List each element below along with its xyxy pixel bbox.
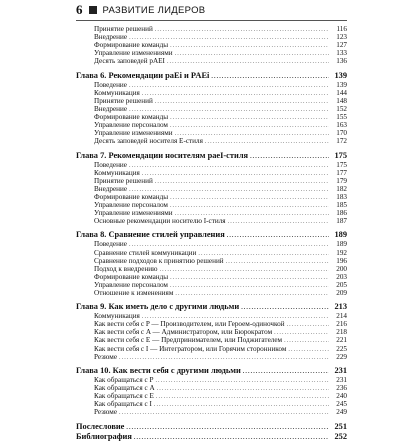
toc-page-number: 187 bbox=[336, 216, 347, 225]
toc-entry[interactable] bbox=[76, 408, 347, 416]
toc-page-number: 225 bbox=[336, 344, 347, 353]
dot-leader bbox=[288, 346, 329, 354]
dot-leader bbox=[155, 98, 329, 106]
toc-entry-title: Глава 7. Рекомендации носителям paeI-стиля bbox=[76, 150, 249, 160]
toc-entry[interactable] bbox=[76, 336, 347, 344]
dot-leader bbox=[119, 409, 329, 417]
toc-entry-title: Формирование команды bbox=[94, 272, 169, 281]
toc-entry[interactable] bbox=[76, 33, 347, 41]
toc-entry-title: Глава 10. Как вести себя с другими людьми bbox=[76, 366, 241, 376]
toc-page-number: 192 bbox=[336, 248, 347, 257]
dot-leader bbox=[129, 82, 329, 90]
toc-entry[interactable] bbox=[76, 209, 347, 217]
toc-entry-title: Сравнение стилей коммуникации bbox=[94, 248, 197, 257]
toc-entry[interactable] bbox=[76, 289, 347, 297]
toc-page-number: 175 bbox=[336, 160, 347, 169]
toc-entry-title: Коммуникация bbox=[94, 312, 140, 321]
dot-leader bbox=[175, 50, 329, 58]
toc-entry-title: Подход к внедрению bbox=[94, 264, 158, 273]
toc-entry[interactable] bbox=[76, 169, 347, 177]
toc-page-number: 231 bbox=[334, 366, 347, 376]
dot-leader bbox=[154, 401, 329, 409]
toc-entry-title: Внедрение bbox=[94, 104, 128, 113]
dot-leader bbox=[155, 377, 329, 385]
table-of-contents bbox=[76, 25, 347, 442]
toc-page-number: 170 bbox=[336, 129, 347, 138]
toc-page-number: 189 bbox=[336, 240, 347, 249]
toc-entry-title: Библиография bbox=[76, 431, 132, 441]
toc-page-number: 213 bbox=[334, 302, 347, 312]
toc-page-number: 136 bbox=[336, 57, 347, 66]
dot-leader bbox=[175, 290, 329, 298]
toc-entry[interactable] bbox=[76, 25, 347, 33]
toc-page-number: 189 bbox=[334, 230, 347, 240]
toc-page-number: 196 bbox=[336, 256, 347, 265]
toc-entry-title: Резюме bbox=[94, 352, 118, 361]
toc-entry-title: Глава 6. Рекомендации paEi и PAEi bbox=[76, 70, 210, 80]
toc-entry-title: Внедрение bbox=[94, 33, 128, 42]
toc-entry-title: Формирование команды bbox=[94, 41, 169, 50]
toc-page-number: 240 bbox=[336, 392, 347, 401]
toc-page-number: 172 bbox=[336, 137, 347, 146]
toc-entry-title: Как обращаться с E bbox=[94, 392, 154, 401]
toc-entry[interactable] bbox=[76, 257, 347, 265]
page-header bbox=[76, 3, 366, 17]
toc-page-number: 183 bbox=[336, 192, 347, 201]
toc-entry-title: Поведение bbox=[94, 240, 127, 249]
toc-page-number: 185 bbox=[336, 200, 347, 209]
dot-leader bbox=[228, 218, 329, 226]
toc-entry[interactable] bbox=[76, 177, 347, 185]
dot-leader bbox=[241, 303, 329, 313]
toc-page-number: 175 bbox=[334, 150, 347, 160]
dot-leader bbox=[250, 152, 329, 162]
dot-leader bbox=[142, 170, 329, 178]
toc-page-number: 209 bbox=[336, 288, 347, 297]
toc-entry-title: Глава 8. Сравнение стилей управления bbox=[76, 230, 225, 240]
toc-entry-title: Управление изменениями bbox=[94, 49, 173, 58]
running-title: РАЗВИТИЕ ЛИДЕРОВ bbox=[102, 4, 206, 16]
toc-page-number: 148 bbox=[336, 96, 347, 105]
toc-chapter[interactable] bbox=[76, 422, 347, 432]
toc-entry-title: Основные рекомендации носителю I-стиля bbox=[94, 216, 226, 225]
page-number: 6 bbox=[76, 2, 83, 17]
toc-entry-title: Поведение bbox=[94, 160, 127, 169]
dot-leader bbox=[156, 393, 329, 401]
toc-entry[interactable] bbox=[76, 217, 347, 225]
toc-entry[interactable] bbox=[76, 265, 347, 273]
toc-page-number: 205 bbox=[336, 280, 347, 289]
toc-entry-title: Послесловие bbox=[76, 421, 125, 431]
toc-entry[interactable] bbox=[76, 201, 347, 209]
toc-entry-title: Десять заповедей носителя E-стиля bbox=[94, 137, 203, 146]
toc-page-number: 133 bbox=[336, 49, 347, 58]
toc-entry[interactable] bbox=[76, 353, 347, 361]
toc-page-number: 139 bbox=[334, 70, 347, 80]
toc-entry[interactable] bbox=[76, 113, 347, 121]
toc-entry[interactable] bbox=[76, 273, 347, 281]
dot-leader bbox=[170, 114, 329, 122]
toc-entry-title: Как вести себя с A — Администратором, или Бюрократом bbox=[94, 328, 273, 337]
toc-page-number: 203 bbox=[336, 272, 347, 281]
toc-chapter[interactable] bbox=[76, 230, 347, 240]
toc-page-number: 155 bbox=[336, 112, 347, 121]
toc-entry-title: Управление персоналом bbox=[94, 200, 168, 209]
toc-entry[interactable] bbox=[76, 320, 347, 328]
toc-entry-title: Коммуникация bbox=[94, 88, 140, 97]
dot-leader bbox=[170, 202, 329, 210]
toc-entry[interactable] bbox=[76, 345, 347, 353]
toc-chapter[interactable] bbox=[76, 151, 347, 161]
toc-entry[interactable] bbox=[76, 57, 347, 65]
toc-entry-title: Управление персоналом bbox=[94, 120, 168, 129]
toc-entry[interactable] bbox=[76, 400, 347, 408]
toc-entry-title: Формирование команды bbox=[94, 192, 169, 201]
dot-leader bbox=[205, 138, 329, 146]
toc-page-number: 186 bbox=[336, 208, 347, 217]
toc-page-number: 152 bbox=[336, 104, 347, 113]
toc-chapter[interactable] bbox=[76, 432, 347, 442]
dot-leader bbox=[157, 385, 329, 393]
dot-leader bbox=[142, 90, 329, 98]
toc-entry-title: Формирование команды bbox=[94, 112, 169, 121]
toc-entry-title: Поведение bbox=[94, 80, 127, 89]
dot-leader bbox=[287, 321, 329, 329]
toc-page-number: 144 bbox=[336, 88, 347, 97]
dot-leader bbox=[167, 58, 329, 66]
dot-leader bbox=[160, 266, 329, 274]
dot-leader bbox=[170, 42, 329, 50]
toc-entry-title: Принятие решений bbox=[94, 176, 153, 185]
toc-entry-title: Как обращаться с A bbox=[94, 384, 155, 393]
toc-entry-title: Принятие решений bbox=[94, 25, 153, 33]
toc-entry[interactable] bbox=[76, 281, 347, 289]
toc-entry-title: Как вести себя с E — Предпринимателем, или Поджигателем bbox=[94, 336, 283, 345]
toc-entry-title: Управление персоналом bbox=[94, 280, 168, 289]
toc-entry[interactable] bbox=[76, 81, 347, 89]
toc-page-number: 229 bbox=[336, 352, 347, 361]
toc-entry[interactable] bbox=[76, 161, 347, 169]
dot-leader bbox=[170, 194, 329, 202]
dot-leader bbox=[226, 258, 329, 266]
toc-page-number: 245 bbox=[336, 400, 347, 409]
toc-chapter[interactable] bbox=[76, 71, 347, 81]
toc-entry-title: Как вести себя с I — Интегратором, или Горячим сторонником bbox=[94, 344, 287, 353]
toc-entry-title: Как обращаться с I bbox=[94, 400, 152, 409]
toc-entry[interactable] bbox=[76, 312, 347, 320]
toc-page-number: 214 bbox=[336, 312, 347, 321]
toc-entry-title: Как вести себя с P — Производителем, или Героем-одиночкой bbox=[94, 320, 285, 329]
dot-leader bbox=[155, 26, 329, 34]
dot-leader bbox=[170, 274, 329, 282]
dot-leader bbox=[211, 72, 329, 82]
toc-entry[interactable] bbox=[76, 193, 347, 201]
toc-entry[interactable] bbox=[76, 89, 347, 97]
dot-leader bbox=[170, 282, 329, 290]
toc-page-number: 216 bbox=[336, 320, 347, 329]
toc-entry-title: Резюме bbox=[94, 408, 118, 417]
toc-page-number: 182 bbox=[336, 184, 347, 193]
dot-leader bbox=[126, 423, 329, 433]
toc-entry-title: Управление изменениями bbox=[94, 208, 173, 217]
dot-leader bbox=[155, 178, 329, 186]
toc-page-number: 249 bbox=[336, 408, 347, 417]
toc-entry[interactable] bbox=[76, 240, 347, 248]
dot-leader bbox=[129, 162, 329, 170]
toc-entry[interactable] bbox=[76, 392, 347, 400]
toc-entry[interactable] bbox=[76, 249, 347, 257]
toc-page-number: 163 bbox=[336, 120, 347, 129]
toc-entry[interactable] bbox=[76, 185, 347, 193]
toc-entry[interactable] bbox=[76, 49, 347, 57]
toc-entry[interactable] bbox=[76, 121, 347, 129]
toc-entry-title: Сравнение подходов к принятию решений bbox=[94, 256, 224, 265]
toc-page-number: 236 bbox=[336, 384, 347, 393]
toc-entry[interactable] bbox=[76, 105, 347, 113]
toc-entry[interactable] bbox=[76, 328, 347, 336]
header-rule bbox=[76, 20, 347, 21]
toc-page-number: 252 bbox=[334, 431, 347, 441]
toc-page-number: 177 bbox=[336, 168, 347, 177]
dot-leader bbox=[227, 231, 329, 241]
toc-page-number: 218 bbox=[336, 328, 347, 337]
toc-page-number: 127 bbox=[336, 41, 347, 50]
toc-entry[interactable] bbox=[76, 97, 347, 105]
toc-entry[interactable] bbox=[76, 384, 347, 392]
toc-entry[interactable] bbox=[76, 129, 347, 137]
toc-entry-title: Управление изменениями bbox=[94, 129, 173, 138]
toc-page-number: 116 bbox=[336, 25, 347, 33]
toc-entry-title: Внедрение bbox=[94, 184, 128, 193]
dot-leader bbox=[284, 337, 329, 345]
toc-page-number: 200 bbox=[336, 264, 347, 273]
toc-page-number: 179 bbox=[336, 176, 347, 185]
toc-entry[interactable] bbox=[76, 137, 347, 145]
toc-entry-title: Десять заповедей рАЕI bbox=[94, 57, 165, 66]
toc-entry-title: Глава 9. Как иметь дело с другими людьми bbox=[76, 302, 240, 312]
dot-leader bbox=[243, 367, 329, 377]
square-bullet-icon bbox=[89, 6, 97, 14]
toc-page-number: 231 bbox=[336, 376, 347, 385]
toc-entry[interactable] bbox=[76, 376, 347, 384]
toc-page-number: 251 bbox=[334, 421, 347, 431]
toc-entry-title: Принятие решений bbox=[94, 96, 153, 105]
dot-leader bbox=[119, 354, 329, 362]
toc-entry-title: Коммуникация bbox=[94, 168, 140, 177]
toc-entry-title: Отношение к изменениям bbox=[94, 288, 174, 297]
dot-leader bbox=[274, 329, 329, 337]
toc-entry[interactable] bbox=[76, 41, 347, 49]
toc-page-number: 123 bbox=[336, 33, 347, 42]
toc-chapter[interactable] bbox=[76, 366, 347, 376]
toc-entry-title: Как обращаться с P bbox=[94, 376, 154, 385]
toc-page-number: 221 bbox=[336, 336, 347, 345]
toc-page-number: 139 bbox=[336, 80, 347, 89]
dot-leader bbox=[134, 433, 329, 443]
toc-chapter[interactable] bbox=[76, 302, 347, 312]
dot-leader bbox=[170, 122, 329, 130]
